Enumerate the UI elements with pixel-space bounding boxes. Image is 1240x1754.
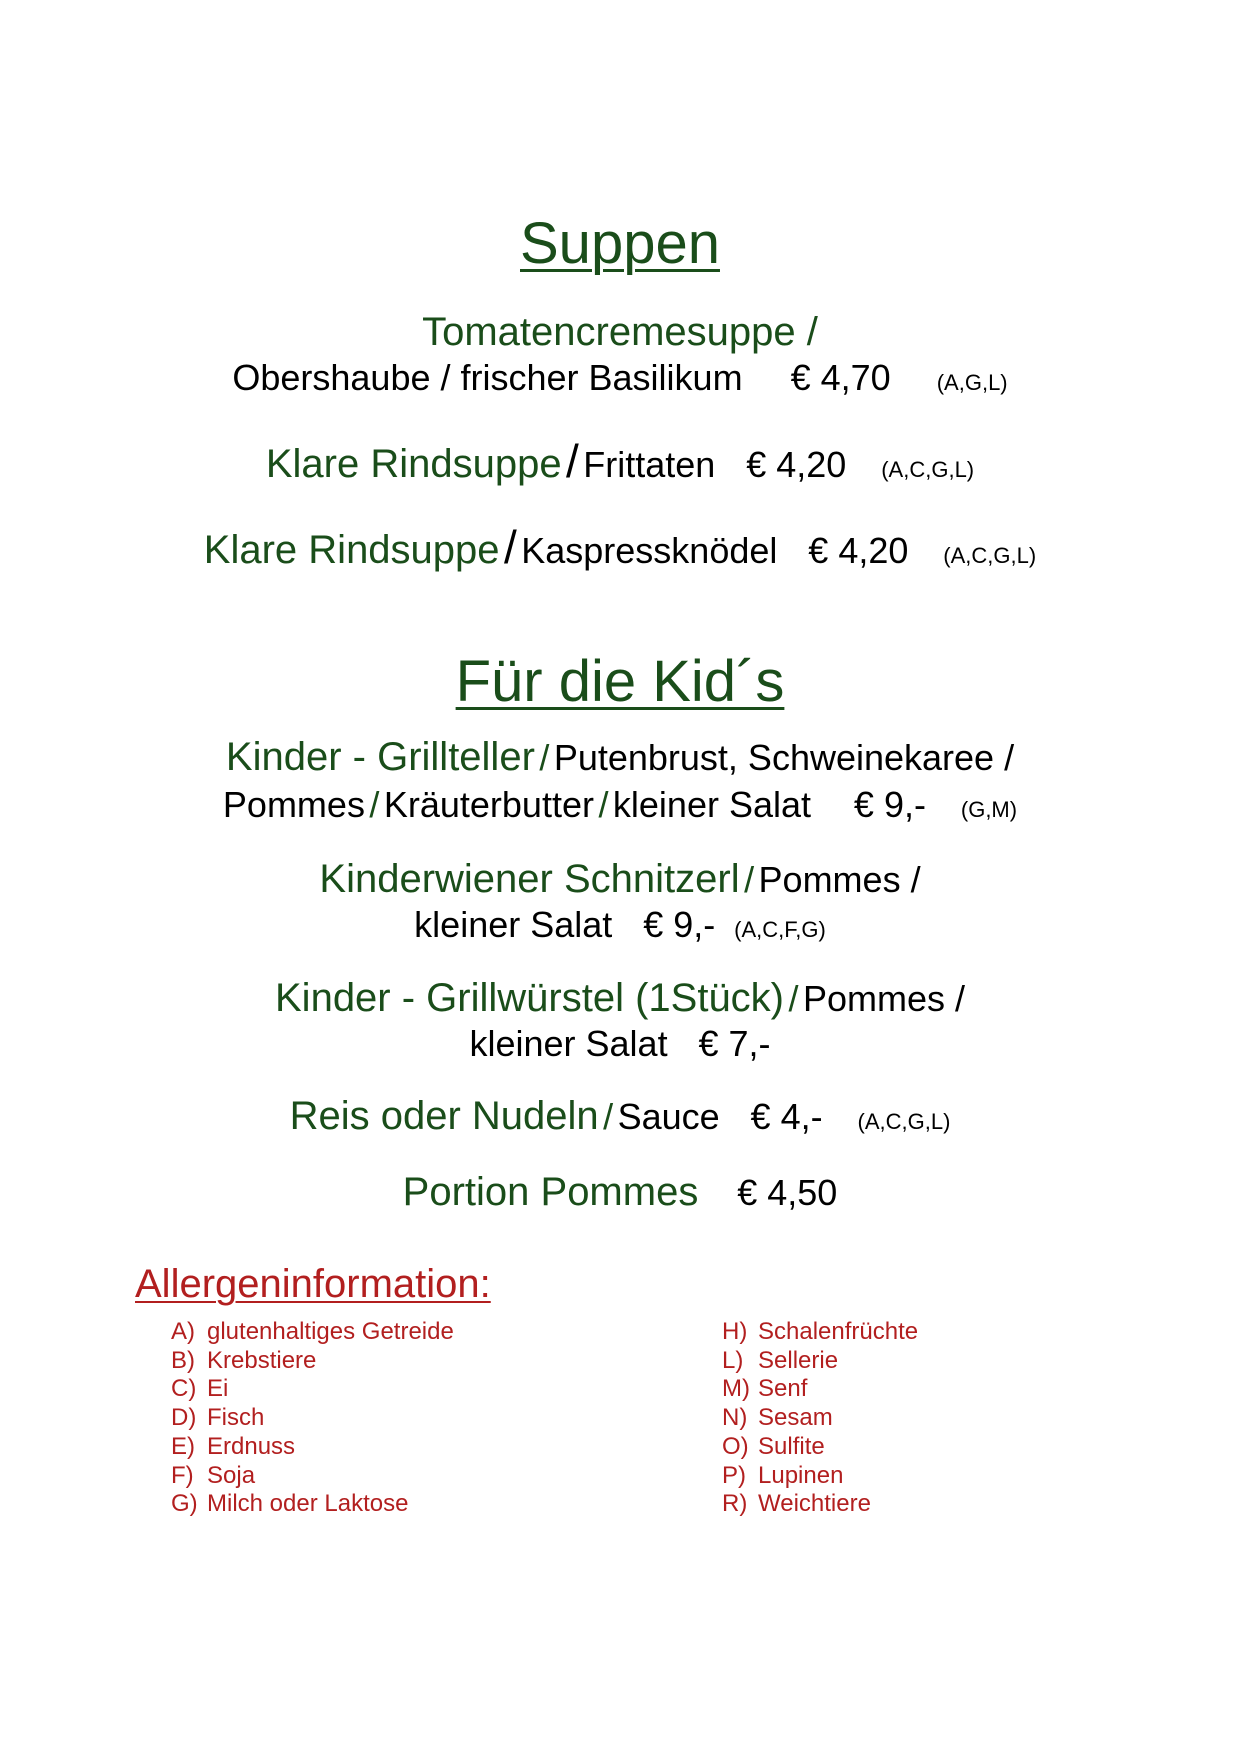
item-line-1 [0, 735, 1240, 780]
item-price: € 7,- [698, 1023, 771, 1064]
allergen-label: Sesam [758, 1404, 833, 1432]
item-line-2 [0, 1023, 1240, 1065]
allergen-letter: N) [722, 1404, 748, 1432]
item-price: € 9,- [853, 784, 926, 825]
allergen-item [171, 1318, 454, 1347]
item-name: Portion Pommes [402, 1170, 699, 1214]
item-description: kleiner Salat [469, 1023, 668, 1064]
item-description: Obershaube / frischer Basilikum [232, 357, 743, 398]
allergen-info-title: Allergeninformation: [135, 1262, 491, 1306]
allergen-letter: B) [171, 1346, 195, 1374]
item-line-2 [0, 784, 1240, 826]
allergen-letter: P) [722, 1461, 746, 1489]
allergen-item [171, 1462, 454, 1491]
allergen-letter: L) [722, 1346, 744, 1374]
allergen-label: Weichtiere [758, 1490, 871, 1518]
allergen-label: Sellerie [758, 1346, 839, 1374]
allergen-letter: G) [171, 1490, 198, 1518]
item-allergens: (A,C,G,L) [857, 1109, 951, 1134]
item-description: Sauce [617, 1096, 720, 1137]
allergen-letter: A) [171, 1318, 195, 1345]
item-name: Reis oder Nudeln [289, 1094, 599, 1138]
item-separator: / [566, 435, 579, 487]
item-price: € 4,20 [808, 530, 909, 571]
allergen-label: Milch oder Laktose [207, 1490, 409, 1518]
item-separator: / [603, 1096, 614, 1137]
allergen-item [722, 1404, 918, 1433]
item-allergens: (G,M) [960, 797, 1018, 822]
allergen-label: Krebstiere [207, 1346, 317, 1374]
allergen-label: Ei [207, 1375, 229, 1403]
item-allergens: (A,G,L) [936, 370, 1008, 395]
allergen-letter: F) [171, 1461, 194, 1489]
item-description: Pommes / [802, 978, 965, 1019]
item-description: Frittaten [583, 444, 716, 485]
allergen-item [722, 1490, 918, 1519]
allergen-item [722, 1375, 918, 1404]
item-description: Pommes [222, 784, 365, 825]
allergen-label: Soja [207, 1461, 256, 1489]
item-price: € 4,50 [737, 1172, 838, 1213]
allergen-letter: H) [722, 1318, 748, 1345]
allergen-label: glutenhaltiges Getreide [207, 1318, 454, 1345]
menu-item-kinderwiener-schnitzerl [0, 857, 1240, 946]
item-separator: / [369, 784, 380, 825]
item-description: Putenbrust, Schweinekaree / [553, 737, 1015, 778]
allergen-letter: O) [722, 1432, 749, 1460]
item-description: kleiner Salat [414, 904, 613, 945]
allergen-letter: D) [171, 1404, 197, 1432]
allergen-label: Lupinen [758, 1461, 844, 1489]
item-separator: / [539, 737, 550, 778]
item-separator: / [504, 521, 517, 573]
item-separator: / [744, 859, 755, 900]
allergen-item [722, 1433, 918, 1462]
menu-item-reis-oder-nudeln [0, 1094, 1240, 1139]
item-description: Kaspressknödel [521, 530, 778, 571]
allergen-letter: R) [722, 1490, 748, 1518]
allergen-item [722, 1462, 918, 1491]
item-line-1 [0, 857, 1240, 902]
item-separator: / [788, 978, 799, 1019]
allergen-item [722, 1318, 918, 1347]
item-name: Kinderwiener Schnitzerl [319, 857, 740, 901]
allergen-label: Senf [758, 1375, 808, 1403]
allergen-label: Sulfite [758, 1432, 825, 1460]
allergen-item [171, 1375, 454, 1404]
item-description: kleiner Salat [612, 784, 812, 825]
item-name: Klare Rindsuppe [265, 442, 562, 486]
item-price: € 4,20 [746, 444, 847, 485]
item-separator: / [598, 784, 609, 825]
menu-item-kinder-grillwuerstel [0, 976, 1240, 1065]
allergen-item [171, 1433, 454, 1462]
menu-item-kinder-grillteller [0, 735, 1240, 826]
allergen-letter: E) [171, 1432, 195, 1460]
item-description: Kräuterbutter [383, 784, 594, 825]
allergen-label: Erdnuss [207, 1432, 296, 1460]
item-name: Tomatencremesuppe / [422, 310, 818, 354]
item-allergens: (A,C,F,G) [734, 917, 826, 942]
item-allergens: (A,C,G,L) [881, 457, 975, 482]
item-price: € 4,70 [790, 357, 891, 398]
item-description: Pommes / [758, 859, 921, 900]
allergen-letter: C) [171, 1375, 197, 1403]
item-price: € 9,- [643, 904, 716, 945]
item-description-line [0, 357, 1240, 399]
allergen-item [171, 1490, 454, 1519]
menu-item-rindsuppe-frittaten [0, 434, 1240, 488]
item-name: Kinder - Grillteller [225, 735, 535, 779]
allergen-item [171, 1347, 454, 1376]
allergen-list-right [722, 1318, 918, 1519]
kids-title: Für die Kid´s [455, 649, 785, 714]
allergen-item [171, 1404, 454, 1433]
item-name: Kinder - Grillwürstel (1Stück) [275, 976, 785, 1020]
allergen-item [722, 1347, 918, 1376]
allergen-list-left [171, 1318, 454, 1519]
item-line-1 [0, 976, 1240, 1021]
allergen-letter: M) [722, 1375, 750, 1403]
menu-item-rindsuppe-kaspressknoedel [0, 520, 1240, 574]
soups-title: Suppen [520, 211, 720, 276]
item-line-2 [0, 904, 1240, 946]
item-price: € 4,- [750, 1096, 823, 1137]
item-allergens: (A,C,G,L) [943, 543, 1037, 568]
allergen-label: Fisch [207, 1404, 265, 1432]
menu-item-tomato-soup [0, 310, 1240, 399]
menu-item-portion-pommes [0, 1170, 1240, 1215]
allergen-label: Schalenfrüchte [758, 1318, 919, 1345]
item-name: Klare Rindsuppe [203, 528, 500, 572]
